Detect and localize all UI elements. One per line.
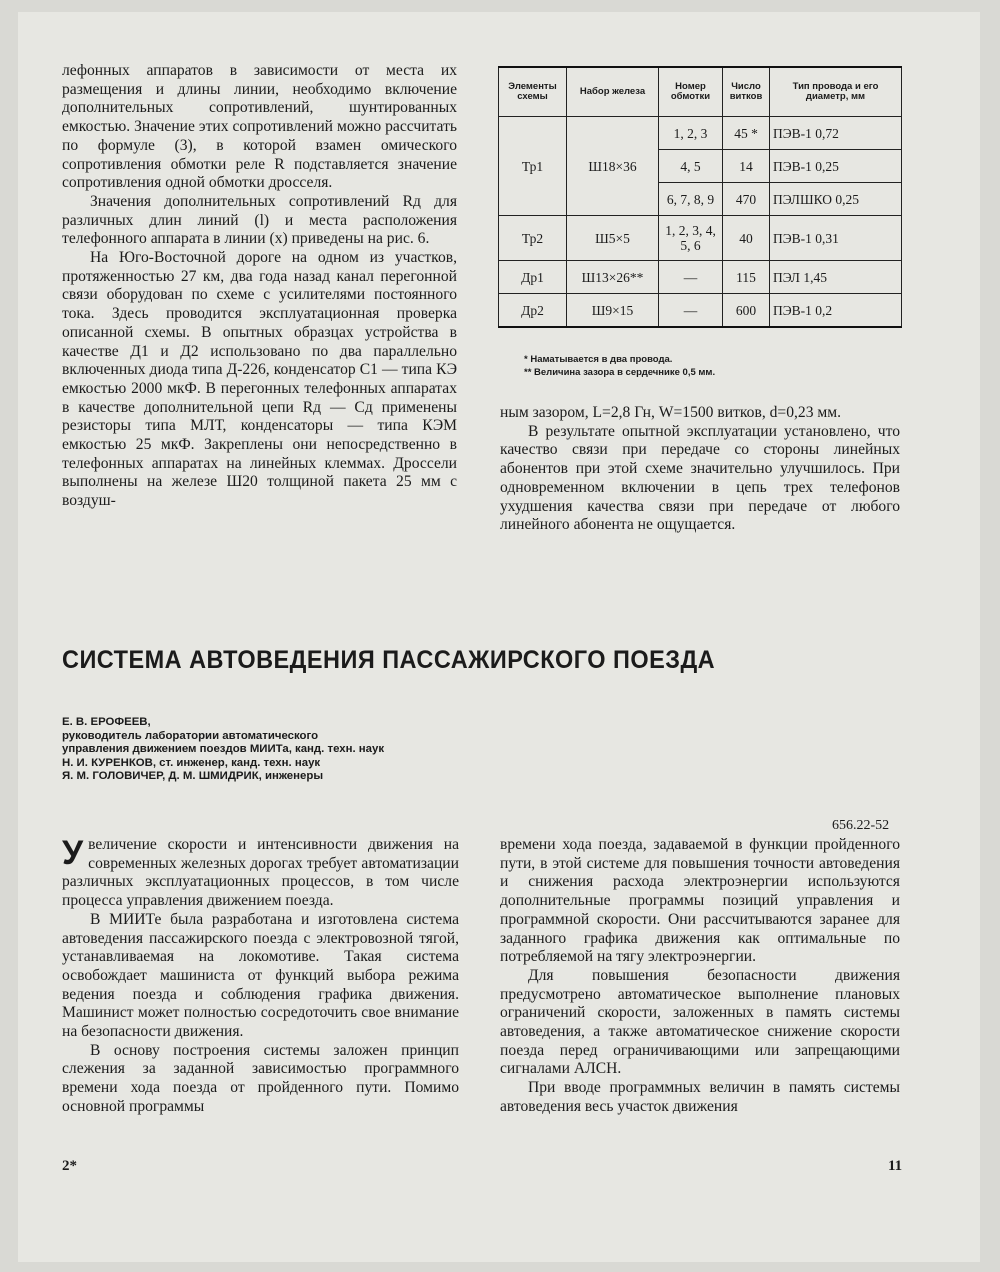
paragraph: времени хода поезда, задаваемой в функции пройденного пути, в этой системе для повышения точности автоведения и снижения расхода электроэнергии используются дополнительные программы позиций управления и программной скорости. Они рассчитываются заранее для заданного графика движения как оптимальные по потребляемой на тягу электроэнергии. — [500, 836, 900, 966]
winding-table — [498, 66, 902, 328]
winding-cell: — — [659, 294, 723, 328]
turns-cell: 115 — [723, 261, 770, 294]
table-row — [499, 261, 902, 294]
top-right-column — [500, 404, 900, 535]
winding-cell: 6, 7, 8, 9 — [659, 183, 723, 216]
wire-cell: ПЭВ-1 0,72 — [770, 117, 902, 150]
table-footnote: * Наматывается в два провода. — [524, 354, 673, 365]
page-number: 11 — [888, 1158, 903, 1174]
signature-mark: 2* — [62, 1158, 77, 1174]
wire-cell: ПЭВ-1 0,25 — [770, 150, 902, 183]
wire-cell: ПЭЛШКО 0,25 — [770, 183, 902, 216]
core-cell: Ш9×15 — [567, 294, 659, 328]
article-left-column — [62, 836, 459, 1117]
article-title: СИСТЕМА АВТОВЕДЕНИЯ ПАССАЖИРСКОГО ПОЕЗДА — [62, 646, 716, 674]
table-footnote: ** Величина зазора в сердечнике 0,5 мм. — [524, 366, 716, 378]
drop-cap: У — [62, 834, 84, 872]
author-line: управления движением поездов МИИТа, канд. техн. наук — [62, 743, 385, 756]
paragraph: На Юго-Восточной дороге на одном из участков, протяженностью 27 км, два года назад канал перегонной связи оборудован по схеме с усилителями постоянного тока. Здесь проводится эксплуатационная проверка описанной схемы. В опытных образцах устройства в качестве Д1 и Д2 использовано по два параллельно включенных диода типа Д-226, конденсатор С1 — типа КЭ емкостью 2000 мкФ. В перегонных телефонных аппаратах в качестве дополнительной цепи Rд — Сд применены резисторы типа МЛТ, конденсаторы — типа КЭМ емкостью 25 мкФ. Закреплены они непосредственно в телефонных аппаратах на линейных клеммах. Дроссели выполнены на железе Ш20 толщиной пакета 25 мм с воздуш- — [62, 249, 457, 510]
turns-cell: 45 * — [723, 117, 770, 150]
element-cell: Тр2 — [499, 216, 567, 261]
paragraph: Значения дополнительных сопротивлений Rд для различных длин линий (l) и места расположения телефонного аппарата в линии (x) приведены на рис. 6. — [62, 192, 457, 248]
author-line: Я. М. ГОЛОВИЧЕР, Д. М. ШМИДРИК, инженеры — [62, 770, 324, 783]
paragraph — [62, 836, 459, 911]
core-cell: Ш5×5 — [567, 216, 659, 261]
turns-cell: 14 — [723, 150, 770, 183]
paragraph: В основу построения системы заложен принцип слежения за заданной зависимостью программного времени хода поезда от пройденного пути. Помимо основной программы — [62, 1041, 459, 1115]
paragraph: ным зазором, L=2,8 Гн, W=1500 витков, d=0,23 мм. — [500, 404, 842, 421]
article-right-column — [500, 836, 900, 1117]
element-cell: Тр1 — [499, 117, 567, 216]
column-header: Элементы схемы — [499, 67, 567, 117]
column-header: Номер обмотки — [659, 67, 723, 117]
author-line: Н. И. КУРЕНКОВ, ст. инженер, канд. техн. наук — [62, 756, 321, 769]
table-row — [499, 216, 902, 261]
turns-cell: 600 — [723, 294, 770, 328]
table-row — [499, 117, 902, 150]
paragraph: В результате опытной эксплуатации установлено, что качество связи при передаче со стороны линейных абонентов при этой схеме значительно улучшилось. При одновременном включении в цепь трех телефонов ухудшения качества связи при передаче от любого линейного абонента не ощущается. — [500, 422, 900, 534]
core-cell: Ш18×36 — [567, 117, 659, 216]
turns-cell: 40 — [723, 216, 770, 261]
authors-block — [62, 716, 384, 784]
winding-cell: 1, 2, 3 — [659, 117, 723, 150]
paragraph: В МИИТе была разработана и изготовлена система автоведения пассажирского поезда с электровозной тягой, устанавливаемая на локомотиве. Такая система освобождает машиниста от функций выбора режима ведения поезда и соблюдения графика движения. Машинист может полностью сосредоточить свое внимание на безопасности движения. — [62, 910, 459, 1041]
author-line: руководитель лаборатории автоматического — [62, 729, 319, 742]
table-header-row — [499, 67, 902, 117]
element-cell: Др1 — [499, 261, 567, 294]
wire-cell: ПЭВ-1 0,31 — [770, 216, 902, 261]
turns-cell: 470 — [723, 183, 770, 216]
wire-cell: ПЭВ-1 0,2 — [770, 294, 902, 328]
paragraph-text: величение скорости и интенсивности движения на современных железных дорогах требует автоматизации различных эксплуатационных процессов, в том числе процесса управления движением поезда. — [62, 836, 459, 910]
author-line: Е. В. ЕРОФЕЕВ, — [62, 716, 151, 728]
table-notes — [524, 354, 904, 379]
column-header: Набор железа — [567, 67, 659, 117]
wire-cell: ПЭЛ 1,45 — [770, 261, 902, 294]
paragraph: При вводе программных величин в память системы автоведения весь участок движения — [500, 1079, 900, 1115]
column-header: Число витков — [723, 67, 770, 117]
paragraph: лефонных аппаратов в зависимости от места их размещения и длины линии, необходимо включение дополнительных сопротивлений, шунтированных емкостью. Значение этих сопротивлений можно рассчитать по формуле (3), в которой взамен омического сопротивления обмотки реле R подставляется значение сопротивления одной обмотки дросселя. — [62, 62, 457, 192]
column-header: Тип провода и его диаметр, мм — [770, 67, 902, 117]
table-row — [499, 294, 902, 328]
udc-code: 656.22-52 — [832, 818, 890, 833]
paragraph: Для повышения безопасности движения предусмотрено автоматическое выполнение плановых ограничений скорости, заложенных в память системы автоведения, а также автоматическое снижение скорости поезда перед ограничивающими или запрещающими сигналами АЛСН. — [500, 966, 900, 1078]
winding-cell: 4, 5 — [659, 150, 723, 183]
core-cell: Ш13×26** — [567, 261, 659, 294]
top-left-column — [62, 62, 457, 511]
winding-cell: — — [659, 261, 723, 294]
winding-cell: 1, 2, 3, 4, 5, 6 — [659, 216, 723, 261]
element-cell: Др2 — [499, 294, 567, 328]
